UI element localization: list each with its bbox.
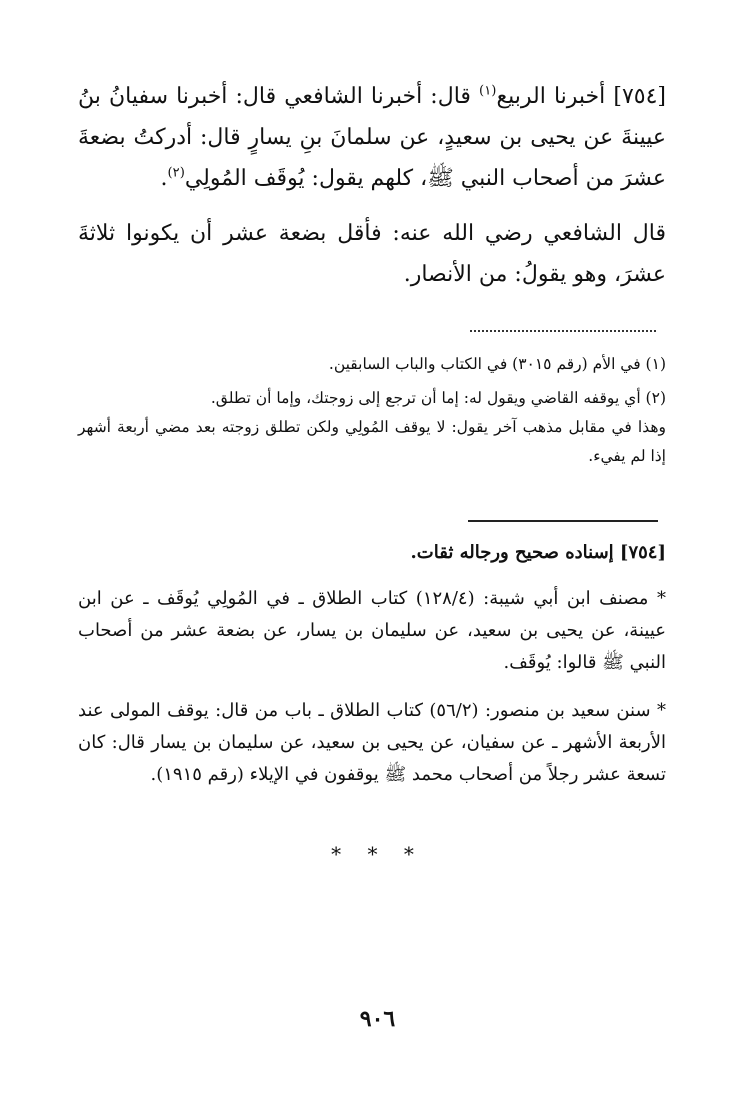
takhrij-heading: [٧٥٤] إسناده صحيح ورجاله ثقات. [410, 542, 666, 563]
takhrij-entry: * سنن سعيد بن منصور: (٥٦/٢) كتاب الطلاق ـ باب من قال: يوقف المولى عند الأربعة الأشهر ـ عن سفيان، عن يحيى بن سعيد، عن سليمان بن يسار قال: كان تسعة عشر رجلاً من أصحاب محمد ﷺ يوقفون في الإيلاء (رقم ١٩١٥). [78, 700, 666, 785]
hadith-number: [٧٥٤] [613, 84, 666, 109]
hadith-chain-start: أخبرنا الربيع [496, 84, 606, 109]
footnote-ref-2[interactable]: (٢) [167, 165, 185, 181]
page-number: ٩٠٦ [359, 1006, 396, 1032]
section-end-stars: * * * [331, 842, 424, 866]
footnote-2-continued: وهذا في مقابل مذهب آخر يقول: لا يوقف المُولِي ولكن تطلق زوجته بعد مضي أربعة أشهر إذا لم يفيء. [78, 418, 666, 465]
footnotes [78, 350, 666, 471]
takhrij-entry: * مصنف ابن أبي شيبة: (١٢٨/٤) كتاب الطلاق ـ في المُولِي يُوقَف ـ عن ابن عيينة، عن يحيى بن سعيد، عن سليمان بن يسار، عن بضعة عشر من أصحاب النبي ﷺ قالوا: يُوقَف. [78, 588, 666, 673]
hadith-chain-body: قال: أخبرنا الشافعي قال: أخبرنا سفيانُ بنُ عيينةَ عن يحيى بن سعيدٍ، عن سلمانَ بنِ يسارٍ قال: أدركتُ بضعةَ عشرَ من أصحاب النبي ﷺ، كلهم يقول: يُوقَف المُولِي [78, 84, 666, 191]
footnote-2: (٢) أي يوقفه القاضي ويقول له: إما أن ترجع إلى زوجتك، وإما أن تطلق. [210, 389, 666, 407]
hadith-paragraph [78, 76, 666, 199]
takhrij-divider [468, 520, 658, 522]
footnote-separator [470, 318, 656, 332]
shafii-comment: قال الشافعي رضي الله عنه: فأقل بضعة عشر أن يكونوا ثلاثةَ عشرَ، وهو يقولُ: من الأنصار. [78, 221, 667, 287]
hadith-end-punct: . [160, 166, 168, 191]
takhrij-section [78, 537, 666, 791]
footnote-1: (١) في الأم (رقم ٣٠١٥) في الكتاب والباب السابقين. [328, 355, 666, 373]
footnote-ref-1[interactable]: (١) [479, 83, 497, 99]
hadith-text [78, 76, 666, 295]
